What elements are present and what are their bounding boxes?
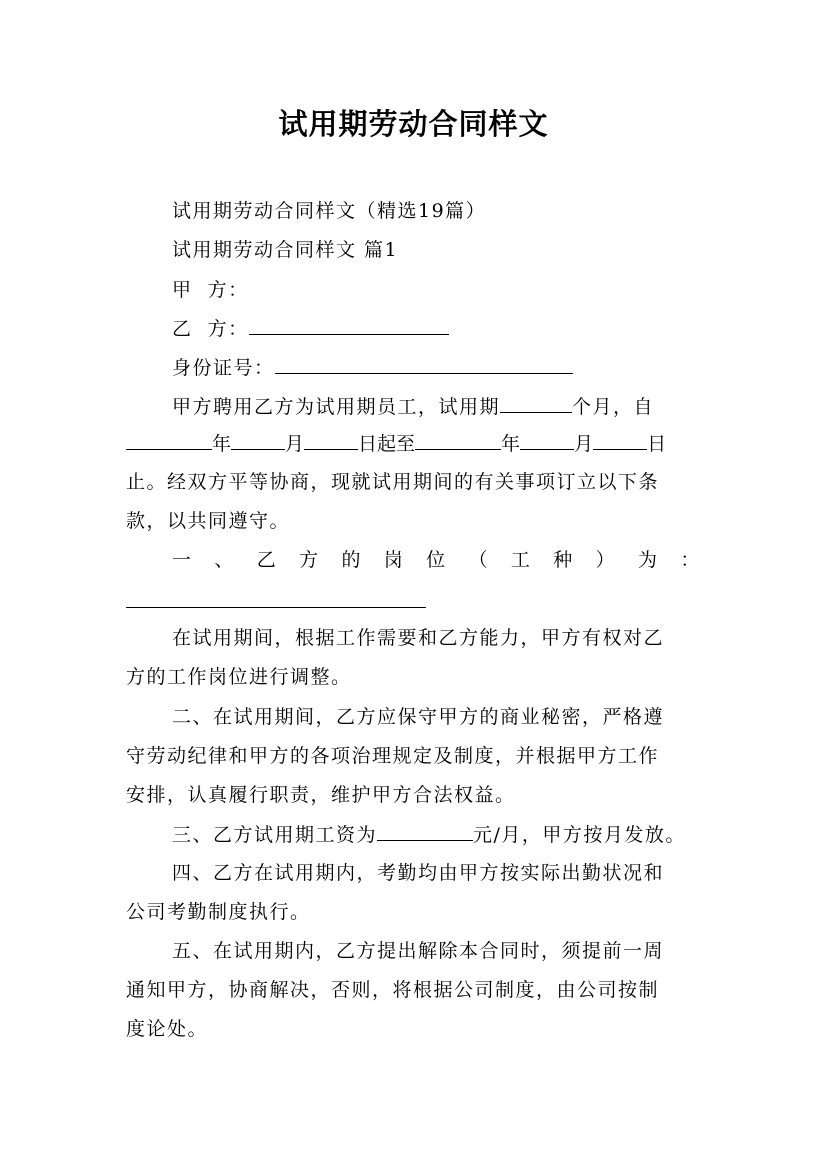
clause-1-char: 的 <box>341 549 362 571</box>
end-month-blank <box>520 429 574 450</box>
clause-2-line1: 二、在试用期间，乙方应保守甲方的商业秘密，严格遵 <box>172 706 665 728</box>
month2-label: 月 <box>574 433 594 455</box>
start-year-blank <box>126 429 212 450</box>
clause-1-char: 乙 <box>256 549 278 571</box>
party-a-label: 甲 方： <box>172 279 249 301</box>
clause-4-line1: 四、乙方在试用期内，考勤均由甲方按实际出勤状况和 <box>172 862 665 884</box>
clause-1-char: ： <box>680 549 701 571</box>
month-label: 月 <box>285 433 305 455</box>
clause-1-char: 一 <box>172 549 193 571</box>
months-blank <box>500 392 572 413</box>
clause-2-line2: 守劳动纪律和甲方的各项治理规定及制度，并根据甲方工作 <box>126 745 660 767</box>
clause-1-char: 种 <box>553 549 574 571</box>
start-month-blank <box>231 429 285 450</box>
id-number-row <box>172 353 701 382</box>
id-number-label: 身份证号： <box>172 357 275 379</box>
clause-1-heading <box>172 546 701 574</box>
probation-text-a: 甲方聘用乙方为试用期员工，试用期 <box>172 396 501 418</box>
clause-1-char: 为 <box>637 549 659 571</box>
clause-1-char: 、 <box>214 549 235 571</box>
clause-1-char: 方 <box>299 549 320 571</box>
clause-3-line <box>172 820 701 849</box>
start-day-blank <box>304 429 358 450</box>
document-title: 试用期劳动合同样文 <box>278 107 549 141</box>
salary-blank <box>377 820 473 841</box>
clause-3-text-a: 三、乙方试用期工资为 <box>172 824 378 846</box>
clause-1b-line2: 方的工作岗位进行调整。 <box>126 666 352 688</box>
clause-1-blank <box>126 607 426 608</box>
id-number-blank <box>275 353 573 374</box>
end-day-blank <box>593 429 647 450</box>
party-b-row <box>172 314 701 343</box>
clause-1-char: ） <box>595 549 617 571</box>
probation-paragraph-line2 <box>126 429 701 458</box>
party-b-label: 乙 方： <box>172 318 249 340</box>
clause-1-char: 岗 <box>383 549 405 571</box>
year2-label: 年 <box>501 433 521 455</box>
clause-5-line1: 五、在试用期内，乙方提出解除本合同时，须提前一周 <box>172 940 665 962</box>
clause-1-char: （ <box>468 549 490 571</box>
clause-3-text-b: 元/月，甲方按月发放。 <box>473 824 686 846</box>
article-heading: 试用期劳动合同样文 篇1 <box>172 239 399 261</box>
day2-label: 日 <box>647 433 667 455</box>
end-year-blank <box>415 429 501 450</box>
probation-paragraph-line3: 止。经双方平等协商，现就试用期间的有关事项订立以下条 <box>126 471 660 493</box>
party-b-blank <box>249 314 449 335</box>
probation-paragraph-line1 <box>172 392 701 421</box>
clause-2-line3: 安排，认真履行职责，维护甲方合法权益。 <box>126 784 516 806</box>
probation-paragraph-line4: 款，以共同遵守。 <box>126 510 291 532</box>
clause-5-line2: 通知甲方，协商解决，否则，将根据公司制度，由公司按制 <box>126 979 660 1001</box>
day-from-label: 日起至 <box>358 433 416 455</box>
clause-1-char: 工 <box>510 549 532 571</box>
clause-1b-line1: 在试用期间，根据工作需要和乙方能力，甲方有权对乙 <box>172 627 665 649</box>
clause-1-char: 位 <box>426 549 447 571</box>
probation-text-b: 个月，自 <box>572 396 655 418</box>
clause-4-line2: 公司考勤制度执行。 <box>126 901 311 923</box>
document-subtitle: 试用期劳动合同样文（精选19篇） <box>172 200 487 222</box>
clause-5-line3: 度论处。 <box>126 1018 209 1040</box>
year-label: 年 <box>212 433 232 455</box>
